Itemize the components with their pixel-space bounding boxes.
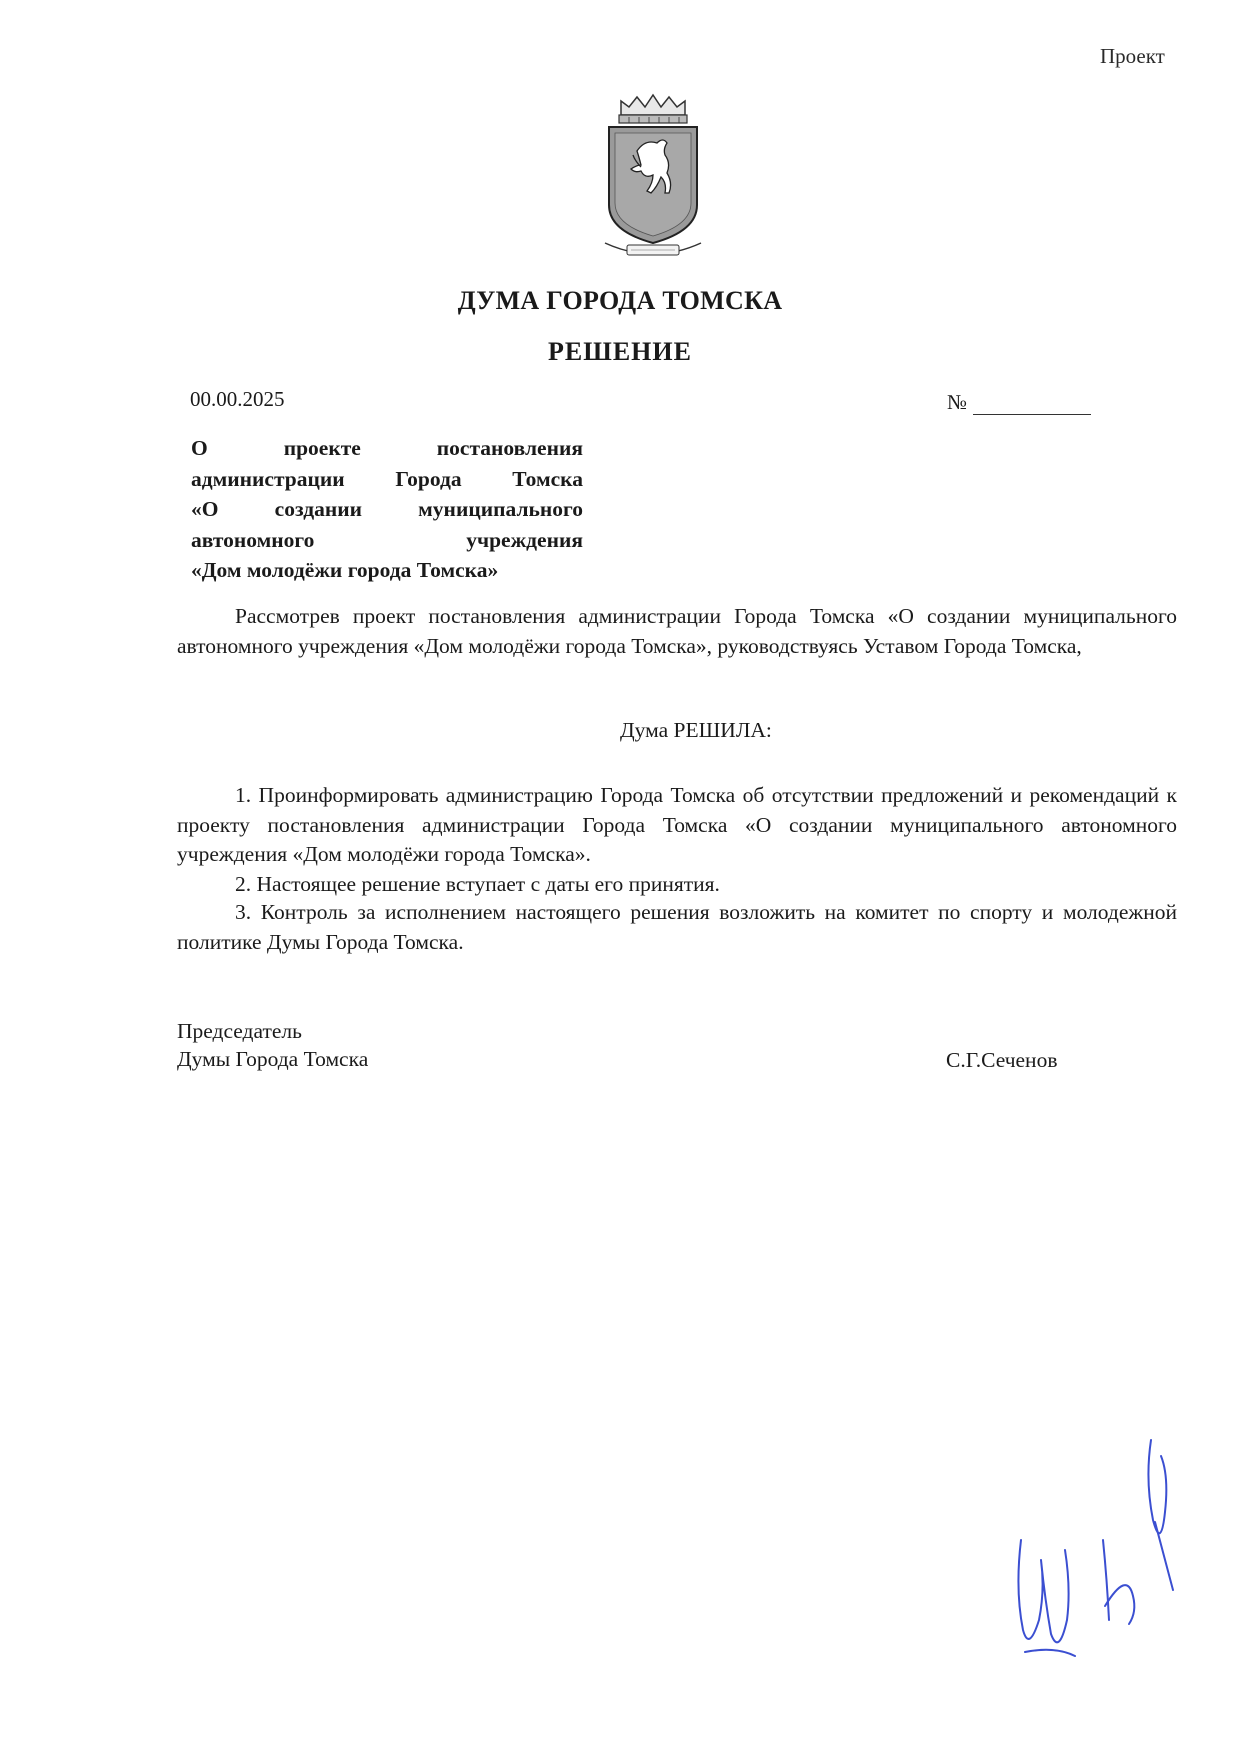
handwritten-initials-icon (1005, 1420, 1205, 1660)
document-date: 00.00.2025 (190, 387, 285, 411)
subject-line: «Дом молодёжи города Томска» (191, 558, 499, 582)
coat-of-arms-icon (601, 93, 705, 263)
subject-line: О проекте постановления (191, 436, 583, 460)
resolution-item: 3. Контроль за исполнением настоящего решения возложить на комитет по спорту и молодежной политике Думы Города Томска. (177, 900, 1177, 954)
chairman-name: С.Г.Сеченов (946, 1048, 1058, 1072)
resolution-item: 1. Проинформировать администрацию Города Томска об отсутствии предложений и рекомендаций к проекту постановления администрации Города Томска «О создании муниципального автономного учреждения «Дом молодёжи города Томска». (177, 783, 1177, 866)
document-type: РЕШЕНИЕ (548, 337, 692, 366)
subject-block (191, 433, 583, 586)
chairman-title-line: Председатель (177, 1019, 302, 1043)
document-number-label: № (947, 390, 968, 414)
draft-label: Проект (1100, 44, 1165, 68)
resolution-item: 2. Настоящее решение вступает с даты его принятия. (235, 872, 720, 896)
subject-line: автономного учреждения (191, 527, 583, 552)
document-number-blank (973, 414, 1091, 415)
preamble-paragraph: Рассмотрев проект постановления администрации Города Томска «О создании муниципального автономного учреждения «Дом молодёжи города Томска», руководствуясь Уставом Города Томска, (177, 604, 1177, 658)
chairman-title-line: Думы Города Томска (177, 1047, 369, 1071)
subject-line: «О создании муниципального (191, 497, 583, 521)
subject-line: администрации Города Томска (191, 466, 583, 491)
chairman-title (177, 1017, 368, 1073)
resolved-heading: Дума РЕШИЛА: (620, 718, 772, 742)
council-name: ДУМА ГОРОДА ТОМСКА (457, 286, 783, 315)
